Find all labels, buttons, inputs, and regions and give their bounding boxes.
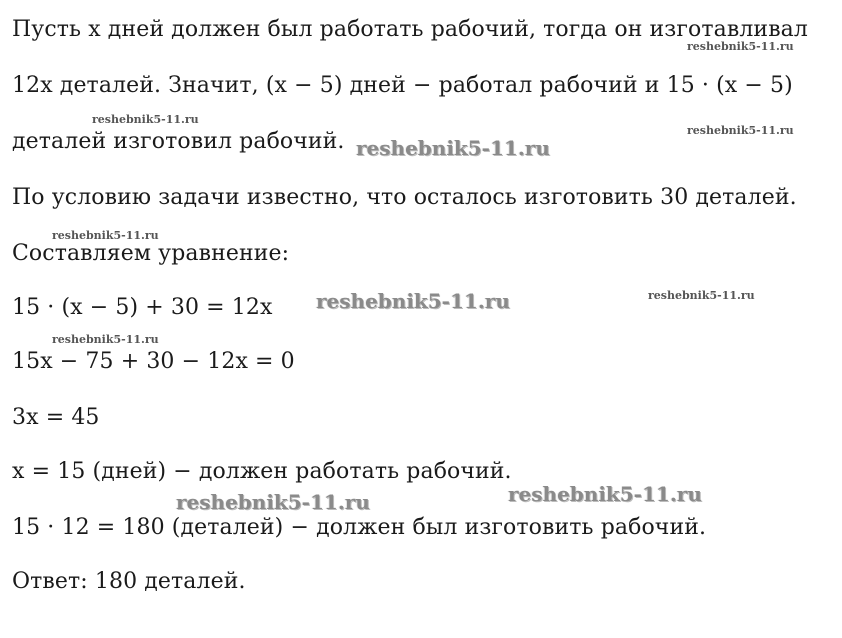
equation-4: x = 15 (дней) − должен работать рабочий. <box>12 459 512 484</box>
text-line-5: Составляем уравнение: <box>12 241 290 266</box>
watermark: reshebnik5-11.ru <box>52 333 159 346</box>
equation-1: 15 · (x − 5) + 30 = 12x <box>12 295 273 320</box>
watermark: reshebnik5-11.ru <box>316 289 510 313</box>
equation-2: 15x − 75 + 30 − 12x = 0 <box>12 349 295 374</box>
equation-3: 3x = 45 <box>12 405 100 430</box>
watermark: reshebnik5-11.ru <box>92 113 199 126</box>
watermark: reshebnik5-11.ru <box>356 136 550 160</box>
text-line-3: деталей изготовил рабочий. <box>12 129 345 154</box>
text-line-4: По условию задачи известно, что осталось изготовить 30 деталей. <box>12 185 797 210</box>
watermark: reshebnik5-11.ru <box>648 289 755 302</box>
watermark: reshebnik5-11.ru <box>508 482 702 506</box>
watermark: reshebnik5-11.ru <box>52 229 159 242</box>
watermark: reshebnik5-11.ru <box>176 490 370 514</box>
answer-line: Ответ: 180 деталей. <box>12 569 246 594</box>
equation-5: 15 · 12 = 180 (деталей) − должен был изготовить рабочий. <box>12 515 707 540</box>
watermark: reshebnik5-11.ru <box>687 40 794 53</box>
text-line-1: Пусть x дней должен был работать рабочий, тогда он изготавливал <box>12 17 808 42</box>
watermark: reshebnik5-11.ru <box>687 124 794 137</box>
text-line-2: 12x деталей. Значит, (x − 5) дней − работал рабочий и 15 · (x − 5) <box>12 73 793 98</box>
